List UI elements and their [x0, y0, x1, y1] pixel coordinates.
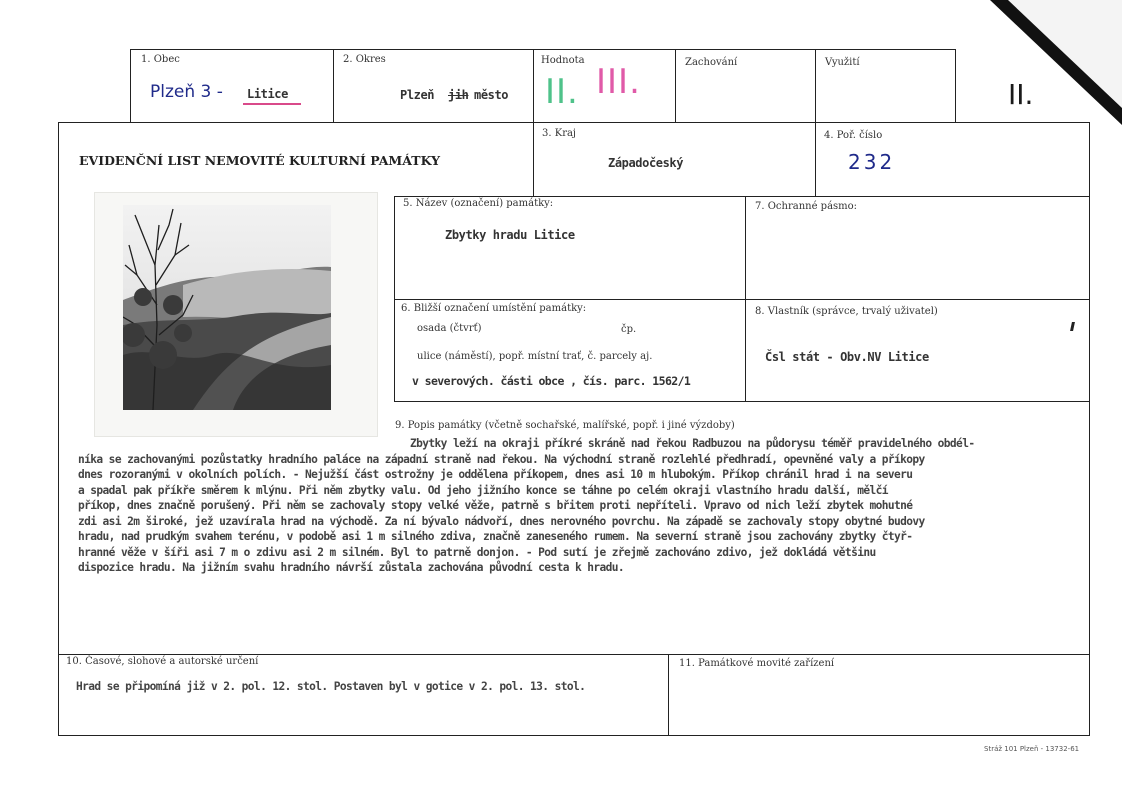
divider	[333, 49, 334, 123]
rule	[58, 654, 1090, 655]
divider	[955, 49, 956, 123]
main-left-rule	[58, 122, 59, 735]
description-line: a spadal pak příkře směrem k mlýnu. Při něm zbytky valu. Od jeho jižního konce se táhne po celém okraji vlastního hradu další, mělčí	[78, 483, 888, 497]
okres-value-c: město	[474, 88, 509, 102]
label-umisteni: 6. Bližší označení umístění památky:	[401, 303, 587, 314]
main-right-rule	[1089, 122, 1090, 735]
label-nazev: 5. Název (označení) památky:	[403, 198, 554, 209]
label-por-cislo: 4. Poř. číslo	[824, 130, 883, 141]
label-okres: 2. Okres	[343, 54, 386, 65]
form-title: EVIDENČNÍ LIST NEMOVITÉ KULTURNÍ PAMÁTKY	[79, 153, 441, 168]
rule	[394, 401, 1090, 402]
casove-value: Hrad se připomíná již v 2. pol. 12. stol. Postaven byl v gotice v 2. pol. 13. stol.	[76, 680, 586, 693]
kraj-value: Západočeský	[608, 156, 684, 170]
top-left-rule	[130, 49, 131, 123]
description-line: dnes rozoranými v okolních polích. - Nejužší část ostrožny je oddělena příkopem, dnes asi 10 m hlubokým. Příkop chránil hrad i na severu	[78, 468, 913, 481]
top-rule	[130, 49, 956, 50]
nazev-value: Zbytky hradu Litice	[445, 228, 575, 242]
okres-value-a: Plzeň	[400, 88, 435, 102]
description-line: Zbytky leží na okraji příkré skráně nad řekou Radbuzou na půdorysu téměř pravidelného obdél-	[410, 437, 975, 450]
label-popis: 9. Popis památky (včetně sochařské, malířské, popř. i jiné výzdoby)	[395, 420, 735, 431]
label-osada: osada (čtvrť)	[417, 323, 482, 334]
description-line: hradu, nad prudkým svahem terénu, v podobě asi 1 m silného zdiva, značně zaneseného rumem. Na severní straně jsou zachovány zbytky čtyř-	[78, 530, 913, 543]
pink-underline	[243, 103, 301, 105]
printer-footer: Stráž 101 Plzeň - 13732-61	[984, 745, 1080, 753]
description-text	[78, 436, 1078, 576]
okres-value-struck: jih	[448, 88, 469, 102]
hodnota-pink-mark: III.	[596, 62, 641, 102]
description-line: dispozice hradu. Na jižním svahu hradního návrší zůstala zachována původní cesta k hradu.	[78, 561, 625, 574]
label-zarizeni: 11. Památkové movité zařízení	[679, 658, 835, 669]
vlastnik-value: Čsl stát - Obv.NV Litice	[765, 350, 929, 364]
umisteni-value: v severových. části obce , čís. parc. 1562/1	[412, 374, 691, 388]
obec-value: Plzeň 3 -	[150, 82, 223, 102]
por-cislo-value: 232	[848, 150, 896, 174]
label-cp: čp.	[621, 324, 637, 335]
divider	[675, 49, 676, 123]
label-kraj: 3. Kraj	[542, 128, 577, 139]
description-line: níka se zachovanými pozůstatky hradního paláce na západní straně nad řekou. Na východní straně rozlehlé předhradí, opevněné valy a příkopy	[78, 452, 925, 466]
label-vlastnik: 8. Vlastník (správce, trvalý uživatel)	[755, 306, 938, 317]
description-line: zdi asi 2m široké, jež uzavírala hrad na východě. Za ní bývalo nádvoří, dnes nerovného povrchu. Na západě se zachovaly stopy obytné budovy	[78, 514, 925, 528]
rule	[533, 196, 1090, 197]
label-zachovani: Zachování	[685, 57, 738, 68]
label-vyuziti: Využití	[825, 57, 860, 68]
obec-part-value: Litice	[247, 87, 288, 101]
corner-fold	[990, 0, 1122, 125]
description-line: hranné věže v šíři asi 7 m o zdivu asi 2 m silném. Byl to patrně donjon. - Pod sutí je zřejmě zachováno zdivo, jež dokládá většinu	[78, 545, 876, 559]
rule	[394, 196, 534, 197]
ink-mark	[1070, 322, 1075, 331]
label-ochranne-pasmo: 7. Ochranné pásmo:	[755, 201, 858, 212]
rule	[668, 654, 669, 736]
label-casove: 10. Časové, slohové a autorské určení	[66, 656, 259, 667]
hodnota-green-mark: II.	[545, 72, 579, 112]
corner-mark: II.	[1008, 78, 1034, 111]
label-ulice: ulice (náměstí), popř. místní trať, č. parcely aj.	[417, 351, 653, 362]
label-obec: 1. Obec	[141, 54, 180, 65]
rule	[394, 299, 1090, 300]
main-top-rule	[58, 122, 1090, 123]
description-line: příkop, dnes značně porušený. Při něm se zachovaly stopy velké věže, patrně s břitem proti nepříteli. Vpravo od nich leží zbytek mohutné	[78, 499, 913, 512]
label-hodnota: Hodnota	[541, 55, 585, 66]
castle-ruin-photo	[123, 205, 331, 410]
main-bottom-rule	[58, 735, 1090, 736]
